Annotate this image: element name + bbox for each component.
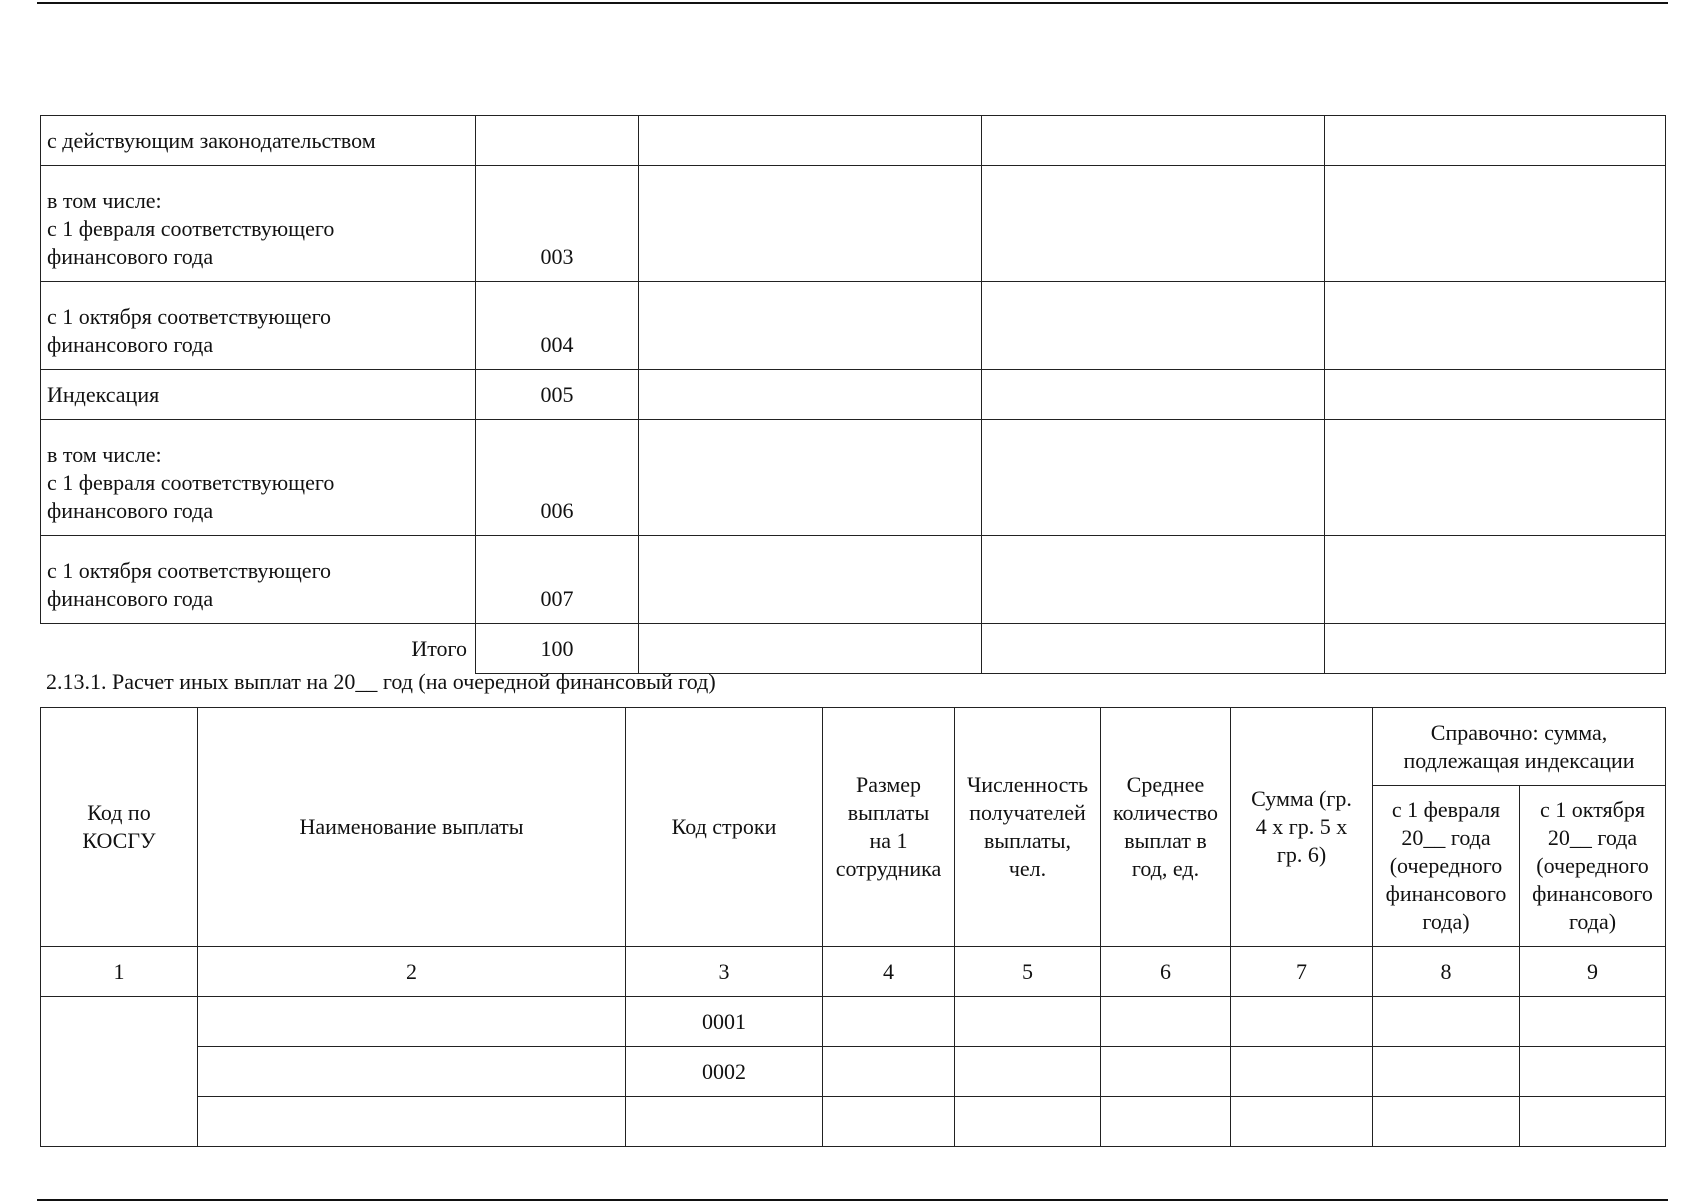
payment-name-cell[interactable] xyxy=(198,1097,626,1147)
value-cell[interactable] xyxy=(639,166,982,282)
value-cell[interactable] xyxy=(1325,420,1666,536)
value-cell[interactable] xyxy=(639,282,982,370)
value-cell[interactable] xyxy=(1101,1097,1231,1147)
column-numbers-row xyxy=(41,947,1666,997)
value-cell[interactable] xyxy=(823,997,955,1047)
payment-name-cell[interactable] xyxy=(198,997,626,1047)
value-cell[interactable] xyxy=(982,370,1325,420)
value-cell[interactable] xyxy=(982,116,1325,166)
value-cell[interactable] xyxy=(639,370,982,420)
value-cell[interactable] xyxy=(955,997,1101,1047)
value-cell[interactable] xyxy=(639,116,982,166)
value-cell[interactable] xyxy=(955,1097,1101,1147)
header-payment-size: Размер выплаты на 1 сотрудника xyxy=(823,708,955,947)
kosgu-cell[interactable] xyxy=(41,997,198,1147)
indexation-table xyxy=(40,115,1666,674)
header-row xyxy=(41,708,1666,786)
table-row xyxy=(41,997,1666,1047)
header-from-october: с 1 октября 20__ года (очередного финансового года) xyxy=(1520,786,1666,947)
value-cell[interactable] xyxy=(982,624,1325,674)
value-cell[interactable] xyxy=(1231,1097,1373,1147)
row-label: Индексация xyxy=(41,370,476,420)
value-cell[interactable] xyxy=(955,1047,1101,1097)
value-cell[interactable] xyxy=(1373,1097,1520,1147)
table-row xyxy=(41,536,1666,624)
header-sum: Сумма (гр. 4 х гр. 5 х гр. 6) xyxy=(1231,708,1373,947)
column-number: 7 xyxy=(1231,947,1373,997)
row-code: 006 xyxy=(476,420,639,536)
line-code-cell: 0001 xyxy=(626,997,823,1047)
header-reference: Справочно: сумма, подлежащая индексации xyxy=(1373,708,1666,786)
header-line-code: Код строки xyxy=(626,708,823,947)
column-number: 5 xyxy=(955,947,1101,997)
value-cell[interactable] xyxy=(1520,1097,1666,1147)
table-row xyxy=(41,166,1666,282)
row-code: 003 xyxy=(476,166,639,282)
section-heading: 2.13.1. Расчет иных выплат на 20__ год (на очередной финансовый год) xyxy=(46,669,716,694)
other-payments-table xyxy=(40,707,1666,1147)
value-cell[interactable] xyxy=(1101,997,1231,1047)
value-cell[interactable] xyxy=(1520,997,1666,1047)
column-number: 6 xyxy=(1101,947,1231,997)
value-cell[interactable] xyxy=(1325,536,1666,624)
row-code xyxy=(476,116,639,166)
line-code-cell xyxy=(626,1097,823,1147)
value-cell[interactable] xyxy=(982,420,1325,536)
table-row xyxy=(41,282,1666,370)
row-label: в том числе: с 1 февраля соответствующего финансового года xyxy=(41,166,476,282)
value-cell[interactable] xyxy=(1373,997,1520,1047)
value-cell[interactable] xyxy=(982,536,1325,624)
value-cell[interactable] xyxy=(639,624,982,674)
column-number: 2 xyxy=(198,947,626,997)
value-cell[interactable] xyxy=(982,166,1325,282)
value-cell[interactable] xyxy=(823,1047,955,1097)
table-row xyxy=(41,116,1666,166)
value-cell[interactable] xyxy=(1373,1047,1520,1097)
header-average-count: Среднее количество выплат в год, ед. xyxy=(1101,708,1231,947)
header-from-february: с 1 февраля 20__ года (очередного финансового года) xyxy=(1373,786,1520,947)
table-row xyxy=(41,370,1666,420)
header-payment-name: Наименование выплаты xyxy=(198,708,626,947)
column-number: 1 xyxy=(41,947,198,997)
value-cell[interactable] xyxy=(1101,1047,1231,1097)
value-cell[interactable] xyxy=(1520,1047,1666,1097)
row-code: 005 xyxy=(476,370,639,420)
total-code: 100 xyxy=(476,624,639,674)
table-row xyxy=(41,420,1666,536)
row-label: в том числе: с 1 февраля соответствующего финансового года xyxy=(41,420,476,536)
column-number: 8 xyxy=(1373,947,1520,997)
column-number: 4 xyxy=(823,947,955,997)
row-label: с 1 октября соответствующего финансового года xyxy=(41,536,476,624)
total-label: Итого xyxy=(41,624,476,674)
line-code-cell: 0002 xyxy=(626,1047,823,1097)
header-recipients-count: Численность получателей выплаты, чел. xyxy=(955,708,1101,947)
payment-name-cell[interactable] xyxy=(198,1047,626,1097)
row-code: 007 xyxy=(476,536,639,624)
value-cell[interactable] xyxy=(639,420,982,536)
row-code: 004 xyxy=(476,282,639,370)
column-number: 9 xyxy=(1520,947,1666,997)
value-cell[interactable] xyxy=(1325,282,1666,370)
value-cell[interactable] xyxy=(1325,370,1666,420)
value-cell[interactable] xyxy=(982,282,1325,370)
total-row xyxy=(41,624,1666,674)
row-label: с 1 октября соответствующего финансового года xyxy=(41,282,476,370)
header-kosgu: Код по КОСГУ xyxy=(41,708,198,947)
value-cell[interactable] xyxy=(1231,1047,1373,1097)
value-cell[interactable] xyxy=(1325,624,1666,674)
table-row xyxy=(41,1097,1666,1147)
column-number: 3 xyxy=(626,947,823,997)
top-rule xyxy=(37,2,1668,4)
value-cell[interactable] xyxy=(1231,997,1373,1047)
value-cell[interactable] xyxy=(1325,116,1666,166)
value-cell[interactable] xyxy=(1325,166,1666,282)
table-row xyxy=(41,1047,1666,1097)
value-cell[interactable] xyxy=(639,536,982,624)
value-cell[interactable] xyxy=(823,1097,955,1147)
row-label: с действующим законодательством xyxy=(41,116,476,166)
